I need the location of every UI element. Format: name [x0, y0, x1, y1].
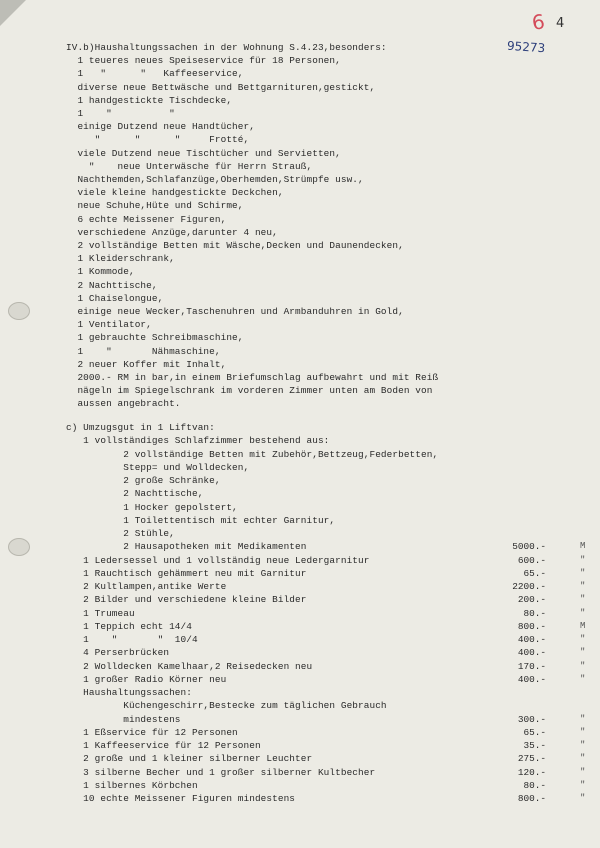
currency-ditto-mark: ": [580, 793, 586, 803]
currency-ditto-mark: ": [580, 713, 586, 724]
section-c-line: 2 vollständige Betten mit Zubehör,Bettzeug,Federbetten,: [66, 448, 439, 460]
section-b-line: viele kleine handgestickte Deckchen,: [66, 187, 284, 199]
section-b-line: 2000.- RM in bar,in einem Briefumschlag aufbewahrt und mit Reiß: [66, 372, 439, 383]
section-b-line: IV.b)Haushaltungssachen in der Wohnung S.4.23,besonders:: [66, 42, 387, 53]
punch-hole-top: [8, 302, 30, 320]
section-c-line: 1 Ledersessel und 1 vollständig neue Ledergarnitur: [66, 554, 370, 566]
section-b-line: 1 gebrauchte Schreibmaschine,: [66, 332, 244, 344]
section-c-line: 2 große und 1 kleiner silberner Leuchter: [66, 753, 313, 765]
item-amount: 65.-: [523, 567, 546, 579]
currency-ditto-mark: ": [580, 647, 586, 658]
section-b-line: neue Schuhe,Hüte und Schirme,: [66, 200, 244, 212]
section-b-line: 1 " ": [66, 108, 175, 119]
page-number-mark-secondary: 4: [556, 16, 565, 31]
section-b-line: diverse neue Bettwäsche und Bettgarnituren,gestickt,: [66, 81, 376, 93]
section-b-line: verschiedene Anzüge,darunter 4 neu,: [66, 226, 278, 238]
item-amount: 35.-: [523, 740, 546, 751]
currency-ditto-mark: ": [580, 673, 586, 684]
section-b-line: einige Dutzend neue Handtücher,: [66, 121, 255, 133]
section-c-line: 1 Eßservice für 12 Personen: [66, 726, 238, 738]
section-c-line: 1 Toilettentisch mit echter Garnitur,: [66, 514, 336, 526]
section-b-line: einige neue Wecker,Taschenuhren und Armbanduhren in Gold,: [66, 306, 404, 317]
section-b-line: 1 Chaiselongue,: [66, 292, 164, 304]
item-amount: 800.-: [517, 793, 546, 804]
item-amount: 200.-: [517, 594, 546, 606]
punch-hole-bottom: [8, 538, 30, 556]
section-c-line: 2 Bilder und verschiedene kleine Bilder: [66, 594, 307, 606]
section-c-line: 2 Stühle,: [66, 528, 175, 539]
section-b-line: 1 handgestickte Tischdecke,: [66, 94, 233, 106]
section-b-line: Nachthemden,Schlafanzüge,Oberhemden,Strümpfe usw.,: [66, 174, 364, 185]
section-c-line: 2 Hausapotheken mit Medikamenten: [66, 541, 307, 553]
item-amount: 400.-: [517, 673, 546, 685]
section-b-line: " neue Unterwäsche für Herrn Strauß,: [66, 160, 313, 172]
section-c-line: 10 echte Meissener Figuren mindestens: [66, 793, 296, 804]
currency-ditto-mark: ": [580, 554, 586, 565]
section-b-line: 1 Kommode,: [66, 266, 135, 278]
page-number-mark: 6: [530, 9, 547, 35]
item-amount: 170.-: [517, 660, 546, 672]
currency-ditto-mark: ": [580, 634, 586, 644]
section-c-line: 1 silbernes Körbchen: [66, 779, 198, 791]
item-amount: 80.-: [523, 779, 546, 791]
section-b-line: 1 Kleiderschrank,: [66, 253, 175, 265]
section-c-line: 2 Wolldecken Kamelhaar,2 Reisedecken neu: [66, 660, 313, 672]
currency-ditto-mark: ": [580, 607, 586, 618]
file-stamp-number: 95273: [506, 38, 546, 56]
section-c-line: 1 " " 10/4: [66, 634, 198, 645]
section-c-line: 4 Perserbrücken: [66, 647, 170, 659]
section-b-line: 1 " " Kaffeeservice,: [66, 68, 244, 80]
item-amount: 65.-: [523, 726, 546, 738]
currency-ditto-mark: ": [580, 567, 586, 578]
currency-ditto-mark: ": [580, 766, 586, 777]
item-amount: 80.-: [523, 607, 546, 619]
currency-ditto-mark: ": [580, 753, 586, 764]
section-c-line: 2 Kultlampen,antike Werte: [66, 581, 227, 592]
section-b-line: nägeln im Spiegelschrank im vorderen Zimmer unten am Boden von: [66, 385, 433, 397]
section-c-line: mindestens: [66, 713, 181, 725]
section-c-line: 1 Hocker gepolstert,: [66, 501, 238, 513]
section-b-line: 1 Ventilator,: [66, 319, 152, 331]
folded-corner: [0, 0, 26, 26]
section-c-line: Haushaltungssachen:: [66, 687, 192, 698]
item-amount: 400.-: [517, 634, 546, 645]
section-c-line: 1 großer Radio Körner neu: [66, 673, 227, 685]
currency-ditto-mark: ": [580, 740, 586, 750]
currency-ditto-mark: M: [580, 620, 586, 631]
section-b-line: 2 vollständige Betten mit Wäsche,Decken und Daunendecken,: [66, 240, 404, 251]
item-amount: 800.-: [517, 620, 546, 632]
currency-ditto-mark: ": [580, 726, 586, 737]
item-amount: 2200.-: [512, 581, 546, 592]
section-c-line: 3 silberne Becher und 1 großer silberner Kultbecher: [66, 766, 376, 778]
section-b-line: 1 " Nähmaschine,: [66, 345, 221, 357]
item-amount: 300.-: [517, 713, 546, 725]
currency-ditto-mark: M: [580, 541, 586, 552]
section-b-line: 2 neuer Koffer mit Inhalt,: [66, 358, 227, 370]
section-b-line: viele Dutzend neue Tischtücher und Servietten,: [66, 147, 341, 159]
section-b-line: 6 echte Meissener Figuren,: [66, 213, 227, 225]
section-c-line: 2 Nachttische,: [66, 488, 204, 500]
section-b-line: 2 Nachttische,: [66, 279, 158, 291]
item-amount: 5000.-: [512, 541, 546, 553]
currency-ditto-mark: ": [580, 779, 586, 790]
section-b-line: " " " Frotté,: [66, 134, 250, 146]
currency-ditto-mark: ": [580, 660, 586, 671]
currency-ditto-mark: ": [580, 594, 586, 605]
item-amount: 275.-: [517, 753, 546, 765]
section-b-line: aussen angebracht.: [66, 398, 181, 410]
item-amount: 120.-: [517, 766, 546, 778]
section-c-line: Stepp= und Wolldecken,: [66, 461, 250, 473]
section-c-line: 1 Kaffeeservice für 12 Personen: [66, 740, 261, 751]
section-c-line: 1 Trumeau: [66, 607, 135, 619]
item-amount: 400.-: [517, 647, 546, 659]
item-amount: 600.-: [517, 554, 546, 566]
section-b-line: 1 teueres neues Speiseservice für 18 Personen,: [66, 55, 341, 67]
section-c-line: 2 große Schränke,: [66, 475, 221, 486]
section-c-line: 1 Teppich echt 14/4: [66, 620, 192, 632]
currency-ditto-mark: ": [580, 581, 586, 591]
section-c-line: 1 Rauchtisch gehämmert neu mit Garnitur: [66, 567, 307, 579]
section-c-line: c) Umzugsgut in 1 Liftvan:: [66, 422, 215, 433]
section-c-line: Küchengeschirr,Bestecke zum täglichen Gebrauch: [66, 700, 387, 712]
section-c-line: 1 vollständiges Schlafzimmer bestehend aus:: [66, 435, 330, 447]
